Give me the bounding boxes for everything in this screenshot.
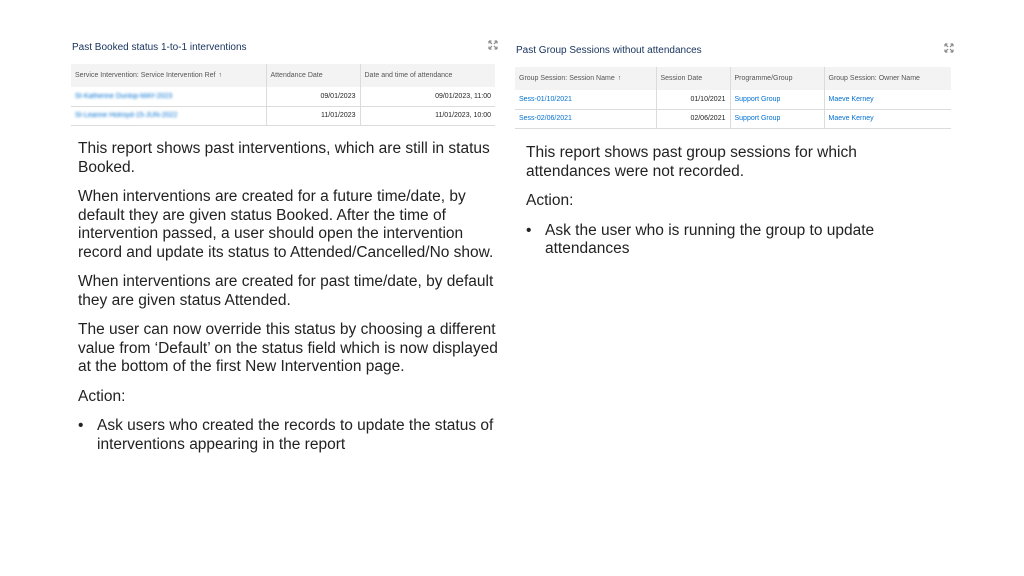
session-date-cell: 01/10/2021 — [656, 90, 730, 109]
intervention-ref-link[interactable]: SI-Leanne Holroyd-15-JUN-2022 — [75, 112, 178, 119]
explanation-paragraph: When interventions are created for past time/date, by default they are given status Attended. — [78, 273, 494, 309]
table-header-row — [515, 67, 951, 90]
sort-arrow-icon[interactable]: ↑ — [218, 72, 222, 79]
column-header-session-name[interactable]: Group Session: Session Name ↑ — [515, 67, 656, 90]
column-header-attendance-date[interactable]: Attendance Date — [266, 64, 360, 87]
programme-group-link[interactable]: Support Group — [734, 95, 781, 103]
session-date-cell: 02/06/2021 — [656, 109, 730, 128]
right-report-title: Past Group Sessions without attendances — [516, 45, 702, 56]
session-name-link[interactable]: Sess-01/10/2021 — [519, 95, 572, 103]
right-explanation — [526, 144, 936, 259]
left-explanation — [78, 140, 503, 454]
explanation-paragraph: This report shows past interventions, which are still in status Booked. — [78, 140, 490, 176]
left-report-title: Past Booked status 1-to-1 interventions — [72, 42, 247, 53]
intervention-ref-link[interactable]: SI-Katherine Dunlop-MAY-2023 — [75, 92, 173, 100]
expand-icon[interactable] — [944, 43, 954, 53]
datetime-cell: 09/01/2023, 11:00 — [360, 87, 495, 106]
column-header-ref[interactable]: Service Intervention: Service Intervention Ref ↑ — [71, 64, 266, 87]
datetime-cell: 11/01/2023, 10:00 — [360, 106, 495, 125]
action-label: Action: — [526, 192, 574, 209]
column-header-programme-group[interactable]: Programme/Group — [730, 67, 824, 90]
explanation-paragraph: The user can now override this status by choosing a different value from ‘Default’ on the status field which is now displayed at the bottom of the first New Intervention page. — [78, 321, 498, 375]
owner-name-link[interactable]: Maeve Kerney — [828, 95, 874, 103]
bullet-icon: • — [78, 417, 84, 434]
attendance-date-cell: 11/01/2023 — [266, 106, 360, 125]
attendance-date-cell: 09/01/2023 — [266, 87, 360, 106]
column-header-datetime[interactable]: Date and time of attendance — [360, 64, 495, 87]
explanation-paragraph: When interventions are created for a future time/date, by default they are given status Booked. After the time of intervention passed, a user should open the intervention record and update its status to Attended/Cancelled/No show. — [78, 188, 494, 261]
table-row — [71, 106, 495, 125]
action-bullet — [78, 417, 503, 454]
programme-group-link[interactable]: Support Group — [734, 115, 781, 122]
action-bullet-text: Ask users who created the records to update the status of interventions appearing in the report — [97, 417, 494, 453]
table-row — [515, 90, 951, 109]
table-row — [71, 87, 495, 106]
column-header-owner-name[interactable]: Group Session: Owner Name — [824, 67, 951, 90]
action-bullet — [526, 222, 936, 259]
explanation-paragraph: This report shows past group sessions for which attendances were not recorded. — [526, 144, 857, 180]
session-name-link[interactable]: Sess-02/06/2021 — [519, 115, 572, 122]
action-label: Action: — [78, 387, 126, 405]
expand-icon[interactable] — [488, 40, 498, 50]
owner-name-link[interactable]: Maeve Kerney — [828, 115, 874, 122]
column-header-session-date[interactable]: Session Date — [656, 67, 730, 90]
bullet-icon: • — [526, 221, 532, 239]
right-report-table — [515, 67, 951, 129]
action-bullet-text: Ask the user who is running the group to update attendances — [545, 221, 875, 257]
left-report-table — [71, 64, 495, 126]
sort-arrow-icon[interactable]: ↑ — [617, 75, 622, 82]
table-row — [515, 109, 951, 128]
table-header-row — [71, 64, 495, 87]
